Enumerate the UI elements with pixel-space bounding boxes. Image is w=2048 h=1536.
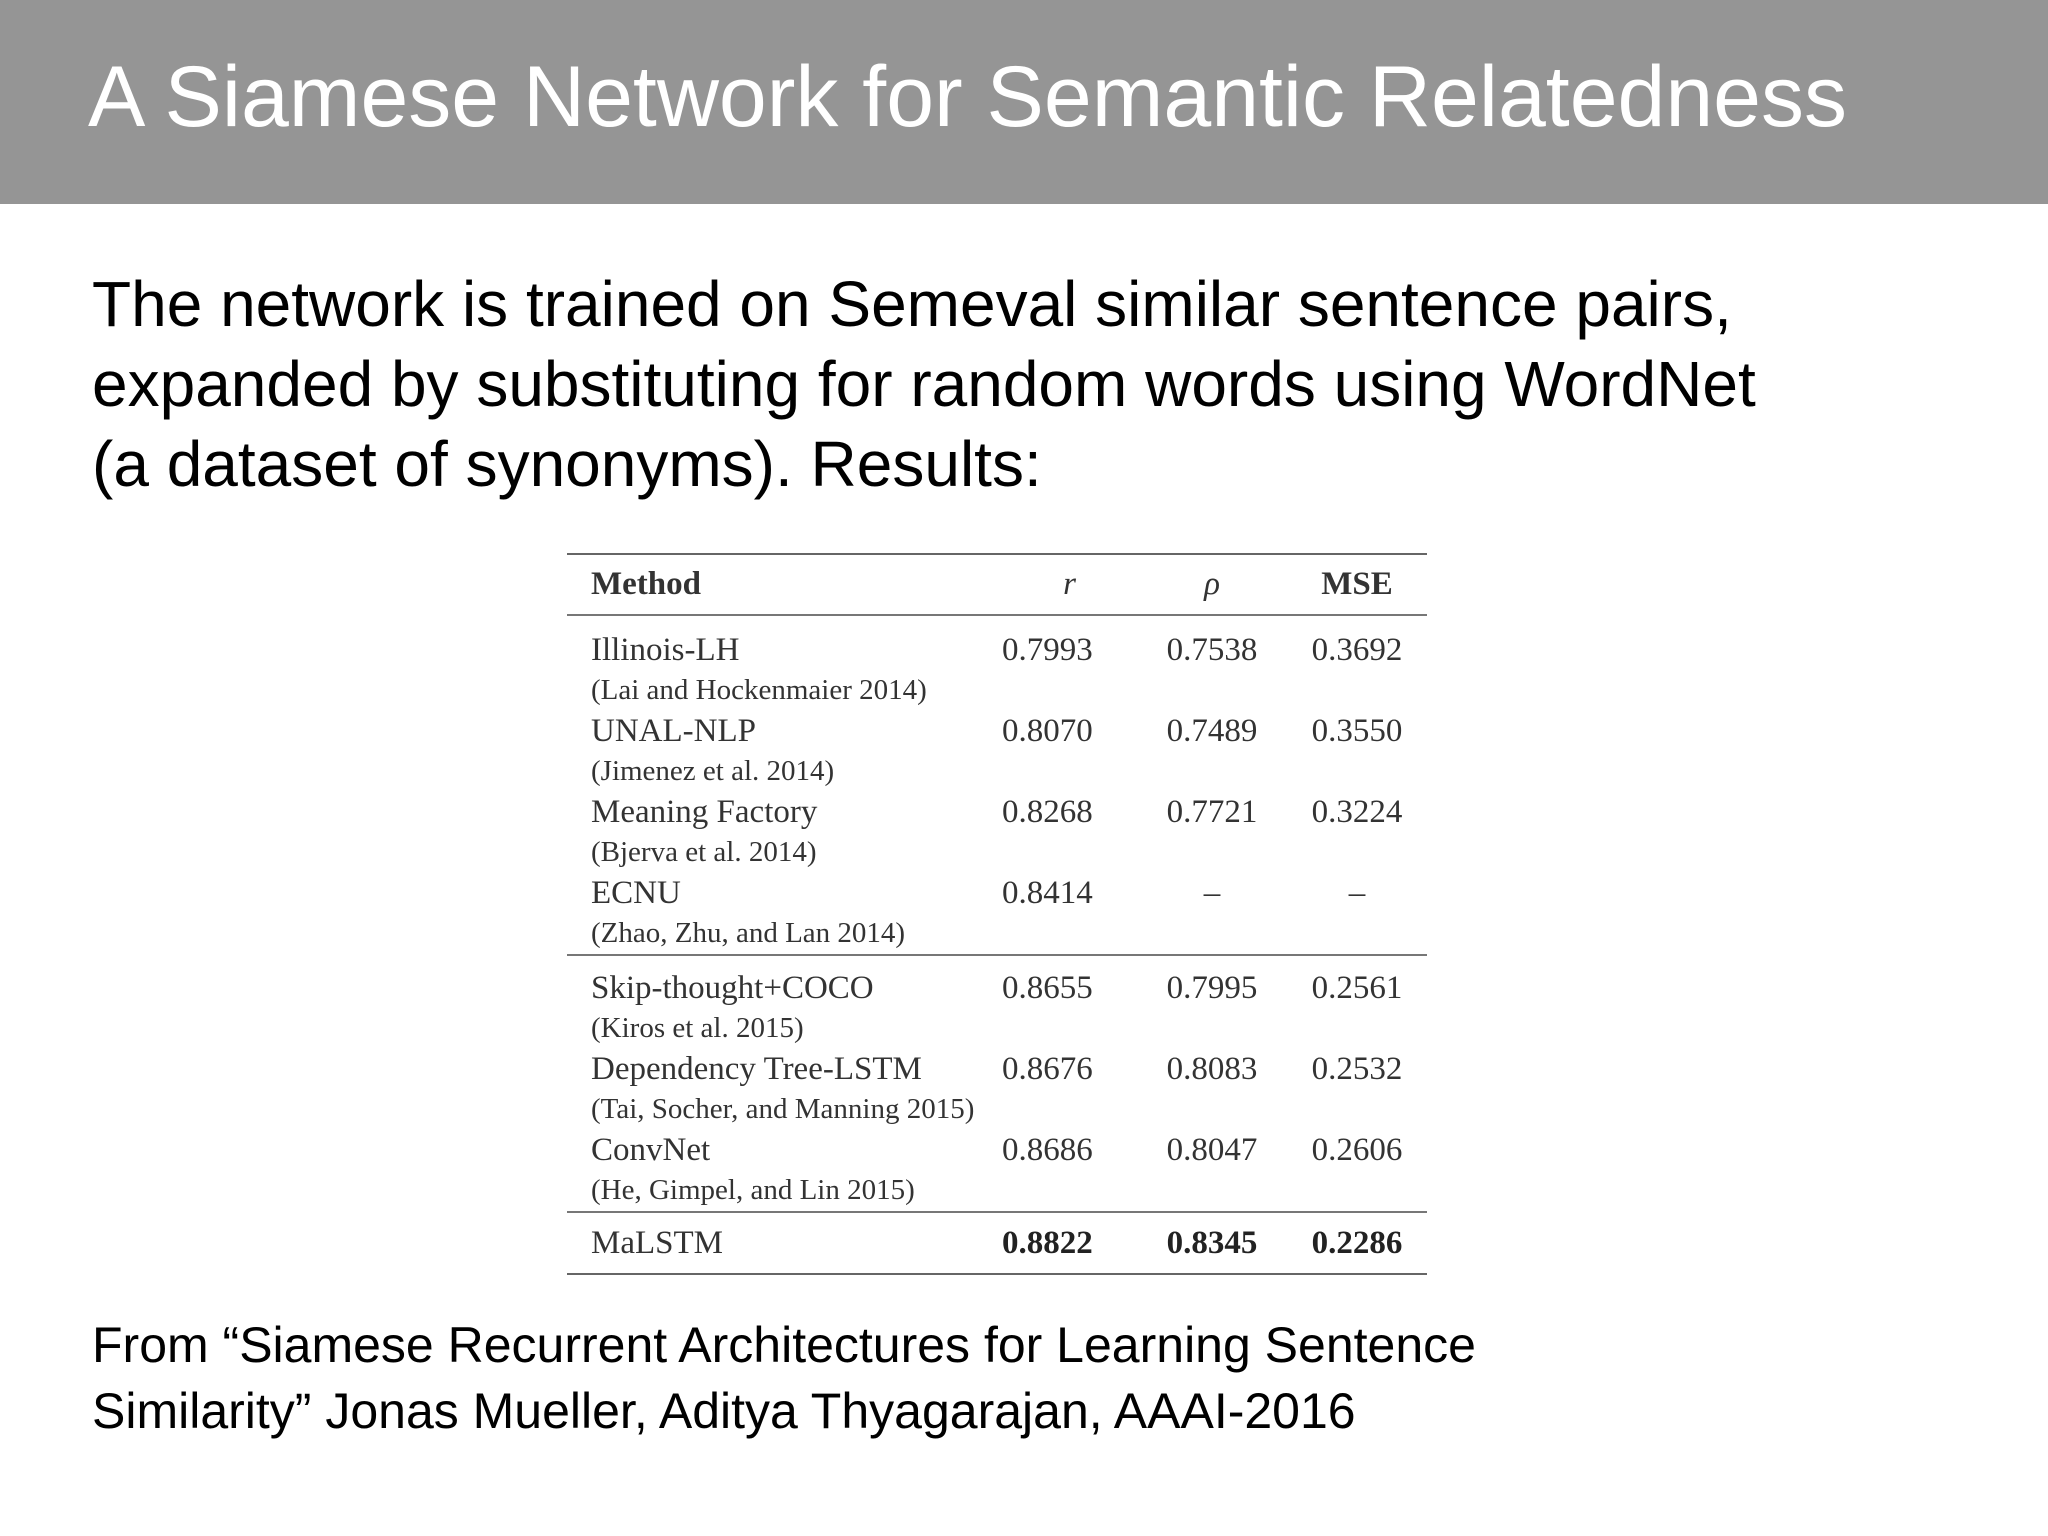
- value-rho: 0.8345: [1137, 1212, 1287, 1274]
- citation-line: From “Siamese Recurrent Architectures for Learning Sentence: [92, 1317, 1476, 1373]
- title-bar: [0, 0, 2048, 204]
- value-mse: –: [1348, 875, 1366, 911]
- method-citation: (Kiros et al. 2015): [591, 1012, 804, 1044]
- citation-row: [567, 1089, 1427, 1130]
- method-name: ECNU: [591, 875, 681, 911]
- table-row: [567, 1049, 1427, 1089]
- body-text: [92, 264, 1992, 504]
- table-row: [567, 968, 1427, 1008]
- table-row: [567, 711, 1427, 751]
- method-citation: (Jimenez et al. 2014): [591, 755, 835, 787]
- value-rho: 0.7995: [1166, 970, 1258, 1006]
- table-row: [567, 630, 1427, 670]
- method-name: Dependency Tree-LSTM: [591, 1051, 922, 1087]
- method-citation: (Bjerva et al. 2014): [591, 836, 817, 868]
- value-mse: 0.2286: [1287, 1212, 1427, 1274]
- citation-row: [567, 1170, 1427, 1212]
- header-rho: ρ: [1137, 554, 1287, 615]
- value-r: 0.8686: [1002, 1132, 1093, 1168]
- value-mse: 0.3550: [1311, 713, 1403, 749]
- value-rho: 0.7489: [1166, 713, 1258, 749]
- value-mse: 0.3692: [1311, 632, 1403, 668]
- table-row-best: [567, 1212, 1427, 1274]
- slide-title: A Siamese Network for Semantic Relatedness: [88, 49, 1848, 145]
- value-rho: 0.8083: [1166, 1051, 1258, 1087]
- value-r: 0.8676: [1002, 1051, 1093, 1087]
- table-row: [567, 792, 1427, 832]
- citation-row: [567, 913, 1427, 955]
- value-r: 0.7993: [1002, 632, 1093, 668]
- value-mse: 0.3224: [1311, 794, 1403, 830]
- body-line: expanded by substituting for random words using WordNet: [92, 348, 1756, 420]
- method-name: ConvNet: [591, 1132, 711, 1168]
- source-citation: [92, 1312, 1992, 1444]
- results-table: [567, 553, 1427, 1275]
- value-rho: –: [1203, 875, 1221, 911]
- value-mse: 0.2532: [1311, 1051, 1403, 1087]
- value-mse: 0.2606: [1311, 1132, 1403, 1168]
- value-r: 0.8414: [1002, 875, 1093, 911]
- citation-row: [567, 751, 1427, 792]
- method-name: UNAL-NLP: [591, 713, 756, 749]
- body-line: (a dataset of synonyms). Results:: [92, 428, 1042, 500]
- citation-row: [567, 670, 1427, 711]
- table-row: [567, 1130, 1427, 1170]
- value-rho: 0.8047: [1166, 1132, 1258, 1168]
- header-r: r: [1002, 554, 1137, 615]
- citation-line: Similarity” Jonas Mueller, Aditya Thyagarajan, AAAI-2016: [92, 1383, 1356, 1439]
- header-method: Method: [567, 554, 1002, 615]
- value-mse: 0.2561: [1311, 970, 1403, 1006]
- table-row: [567, 873, 1427, 913]
- method-citation: (Zhao, Zhu, and Lan 2014): [567, 913, 1427, 955]
- value-rho: 0.7538: [1166, 632, 1258, 668]
- method-name: MaLSTM: [567, 1212, 1002, 1274]
- method-name: Skip-thought+COCO: [591, 970, 874, 1006]
- header-mse: MSE: [1287, 554, 1427, 615]
- method-citation: (He, Gimpel, and Lin 2015): [567, 1170, 1427, 1212]
- value-r: 0.8268: [1002, 794, 1093, 830]
- body-line: The network is trained on Semeval similar sentence pairs,: [92, 268, 1732, 340]
- value-r: 0.8655: [1002, 970, 1093, 1006]
- value-r: 0.8822: [1002, 1212, 1137, 1274]
- citation-row: [567, 832, 1427, 873]
- citation-row: [567, 1008, 1427, 1049]
- value-r: 0.8070: [1002, 713, 1093, 749]
- method-citation: (Lai and Hockenmaier 2014): [591, 674, 927, 706]
- method-citation: (Tai, Socher, and Manning 2015): [591, 1093, 975, 1125]
- table-header-row: [567, 554, 1427, 615]
- method-name: Meaning Factory: [591, 794, 818, 830]
- value-rho: 0.7721: [1166, 794, 1258, 830]
- method-name: Illinois-LH: [591, 632, 740, 668]
